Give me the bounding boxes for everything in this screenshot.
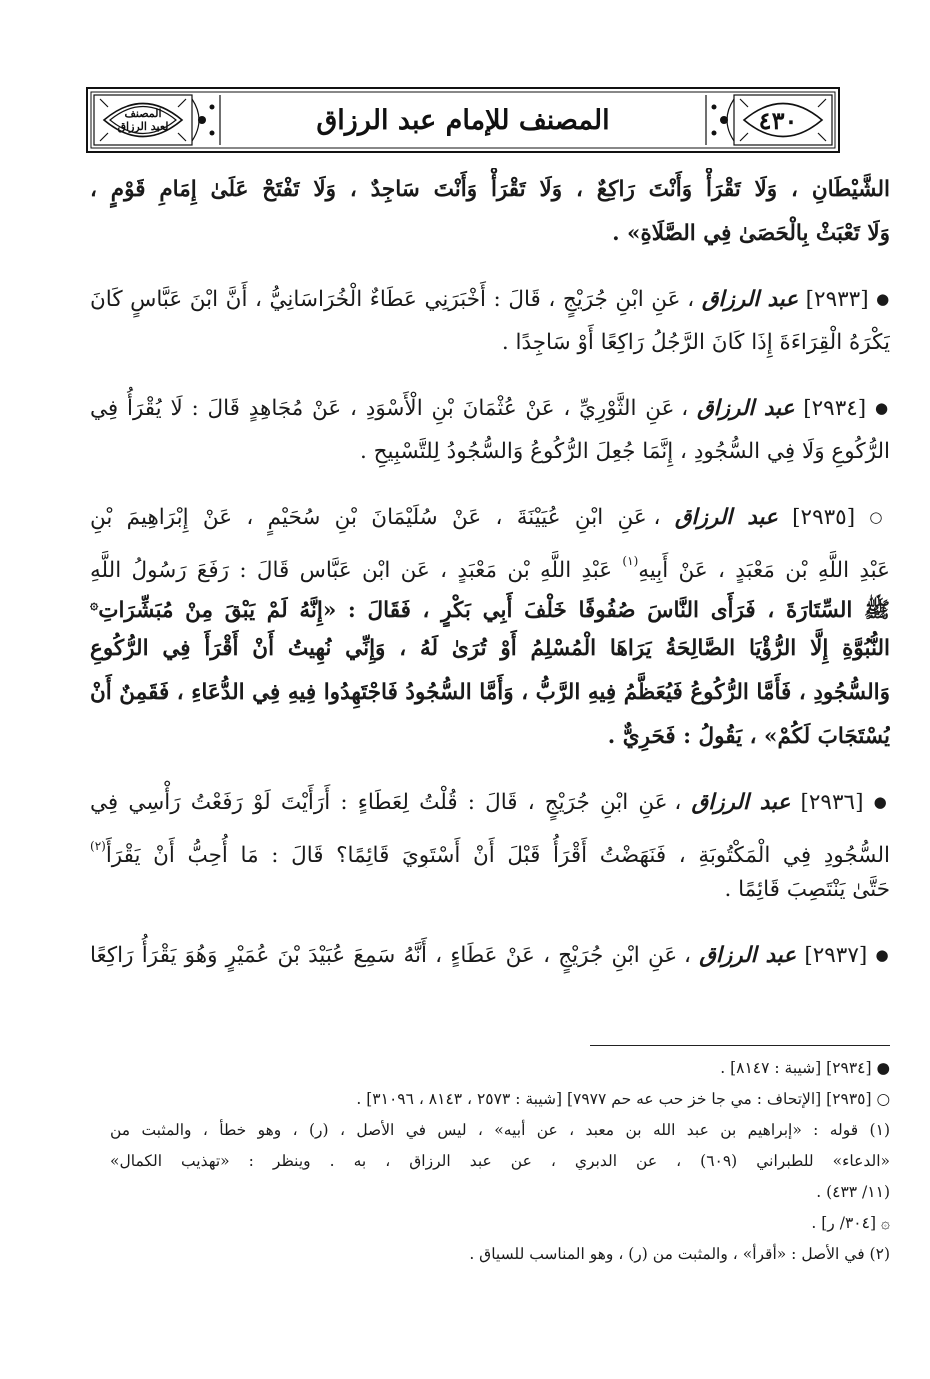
narration-2935	[90, 495, 890, 759]
narration-2937	[90, 933, 890, 977]
narration-text: عَبْدِ اللَّهِ بْنِ مَعْبَدٍ ، عَنْ أَبِيهِ	[638, 558, 890, 583]
compiler-name: عبد الرزاق	[691, 790, 791, 815]
footnotes	[110, 1053, 890, 1270]
seal-line-2: لعبد الرزاق	[117, 120, 169, 133]
seal-line-1: المصنف	[124, 107, 162, 120]
footnote-ref-1[interactable]: (١)	[622, 554, 639, 568]
footnote-1-continued: «الدعاء» للطبراني (٦٠٩) ، عن الدبري ، عن عبد الرزاق ، به . وينظر : «تهذيب الكمال»	[110, 1152, 890, 1170]
narration-text: ، عَنِ ابْنِ عُيَيْنَةَ ، عَنْ سُلَيْمَانَ بْنِ سُحَيْمٍ ، عَنْ إِبْرَاهِيمَ بْنِ	[90, 505, 661, 530]
footnote-1-continued: (١١/ ٤٣٣) .	[816, 1183, 890, 1201]
narration-text: عَبْدِ اللَّهِ بْنِ مَعْبَدٍ ، عَنِ ابْنِ عَبَّاسٍ قَالَ : رَفَعَ رَسُولُ اللَّهِ	[90, 558, 613, 583]
narration-number: [٢٩٣٥]	[792, 505, 856, 530]
text-line: حَتَّىٰ يَنْتَصِبَ قَائِمًا .	[724, 877, 890, 902]
narration-2933	[90, 277, 890, 365]
footnote-2: (٢) في الأصل : «أقرأ» ، والمثبت من (ر) ، وهو المناسب للسياق .	[469, 1245, 890, 1263]
solid-dot-marker: ●	[875, 946, 890, 964]
page-number: ٤٣٠	[758, 105, 798, 135]
header-title: المصنف للإمام عبد الرزاق	[316, 104, 610, 136]
hadith-text: النُّبُوَّةِ إِلَّا الرُّؤْيَا الصَّالِحَةُ يَرَاهَا الْمُسْلِمُ أَوْ تُرَىٰ لَهُ ، وَإِنِّي نُهِيتُ أَنْ أَقْرَأَ فِي الرُّكُوعِ	[90, 636, 890, 661]
compiler-name: عبد الرزاق	[696, 396, 795, 421]
narration-text: ، عَنِ ابْنِ جُرَيْجٍ ، عَنْ عَطَاءٍ ، أَنَّهُ سَمِعَ عُبَيْدَ بْنَ عُمَيْرٍ وَهُوَ يَقْرَأُ رَاكِعًا	[90, 943, 691, 968]
text-line: الرُّكُوعِ وَلَا فِي السُّجُودِ ، إِنَّمَا جُعِلَ الرُّكُوعُ وَالسُّجُودُ لِلتَّسْبِيحِ .	[359, 439, 890, 464]
hadith-text: ﷺ السِّتَارَةَ ، فَرَأَى النَّاسَ صُفُوفًا خَلْفَ أَبِي بَكْرٍ ، فَقَالَ : «إِنَّهُ لَمْ يَبْقَ مِنْ مُبَشِّرَاتِ	[98, 598, 890, 623]
text-line: وَلَا تَعْبَثْ بِالْحَصَىٰ فِي الصَّلَاةِ» .	[612, 221, 890, 246]
narration-text: ، عَنِ الثَّوْرِيِّ ، عَنْ عُثْمَانَ بْنِ الْأَسْوَدِ ، عَنْ مُجَاهِدٍ قَالَ : لَا يُقْرَأُ فِي	[90, 396, 689, 421]
solid-dot-marker: ●	[874, 399, 890, 417]
text-line: الشَّيْطَانِ ، وَلَا تَقْرَأْ وَأَنْتَ رَاكِعٌ ، وَلَا تَقْرَأْ وَأَنْتَ سَاجِدٌ ، وَلَا تَفْتَحْ عَلَىٰ إِمَامِ قَوْمٍ ،	[90, 177, 890, 202]
continuation-paragraph	[90, 168, 890, 256]
narration-2934	[90, 386, 890, 474]
solid-dot-marker: ●	[876, 290, 890, 308]
footnote-manuscript-marker: ۞ [٣٠٤/ ر] .	[811, 1214, 890, 1232]
narration-text: ، عَنِ ابْنِ جُرَيْجٍ ، قَالَ : قُلْتُ لِعَطَاءٍ : أَرَأَيْتَ لَوْ رَفَعْتُ رَأْسِي فِي	[90, 790, 682, 815]
narration-number: [٢٩٣٧]	[804, 943, 868, 968]
compiler-name: عبد الرزاق	[699, 943, 797, 968]
footnote-source-2935: ○ [٢٩٣٥] [الإتحاف : مي جا خز حب عه حم ٧٩٧٧] [شيبة : ٢٥٧٣ ، ٨١٤٣ ، ٣١٠٩٦] .	[356, 1090, 890, 1108]
narration-number: [٢٩٣٤]	[803, 396, 867, 421]
footnote-1: (١) قوله : «إبراهيم بن عبد الله بن معبد ، عن أبيه» ، ليس في الأصل ، (ر) ، وهو خطأ ، والمثبت من	[110, 1121, 890, 1139]
header-seal	[102, 97, 184, 143]
hadith-text: وَالسُّجُودِ ، فَأَمَّا الرُّكُوعُ فَيُعَظَّمُ فِيهِ الرَّبُّ ، وَأَمَّا السُّجُودُ فَاجْتَهِدُوا فِيهِ فِي الدُّعَاءِ ، فَقَمِنٌ أَنْ	[90, 680, 890, 705]
narration-number: [٢٩٣٣]	[805, 287, 869, 312]
main-text	[90, 168, 890, 977]
text-line: يَكْرَهُ الْقِرَاءَةَ إِذَا كَانَ الرَّجُلُ رَاكِعًا أَوْ سَاجِدًا .	[501, 330, 890, 355]
compiler-name: عبد الرزاق	[674, 505, 778, 530]
manuscript-page-marker: ۞	[90, 597, 99, 613]
solid-dot-marker: ●	[873, 793, 890, 811]
footnote-separator	[590, 1045, 890, 1046]
compiler-name: عبد الرزاق	[701, 287, 799, 312]
narration-text: السُّجُودِ فِي الْمَكْتُوبَةِ ، فَنَهَضْتُ أَقْرَأُ قَبْلَ أَنْ أَسْتَوِيَ قَائِمًا؟ قَالَ : مَا أُحِبُّ أَنْ يَقْرَأَ	[105, 843, 890, 868]
narration-2936	[90, 780, 890, 912]
footnote-source-2934: ● [٢٩٣٤] [شيبة : ٨١٤٧] .	[720, 1059, 890, 1077]
page-header	[86, 87, 840, 153]
narration-number: [٢٩٣٦]	[800, 790, 864, 815]
hadith-text: يُسْتَجَابَ لَكُمْ» ، يَقُولُ : فَحَرِيٌّ .	[607, 724, 890, 749]
footnote-ref-2[interactable]: (٢)	[90, 839, 106, 853]
hollow-circle-marker: ○	[869, 508, 890, 526]
narration-text: ، عَنِ ابْنِ جُرَيْجٍ ، قَالَ : أَخْبَرَنِي عَطَاءٌ الْخُرَاسَانِيُّ ، أَنَّ ابْنَ عَبَّاسٍ كَانَ	[90, 287, 695, 312]
